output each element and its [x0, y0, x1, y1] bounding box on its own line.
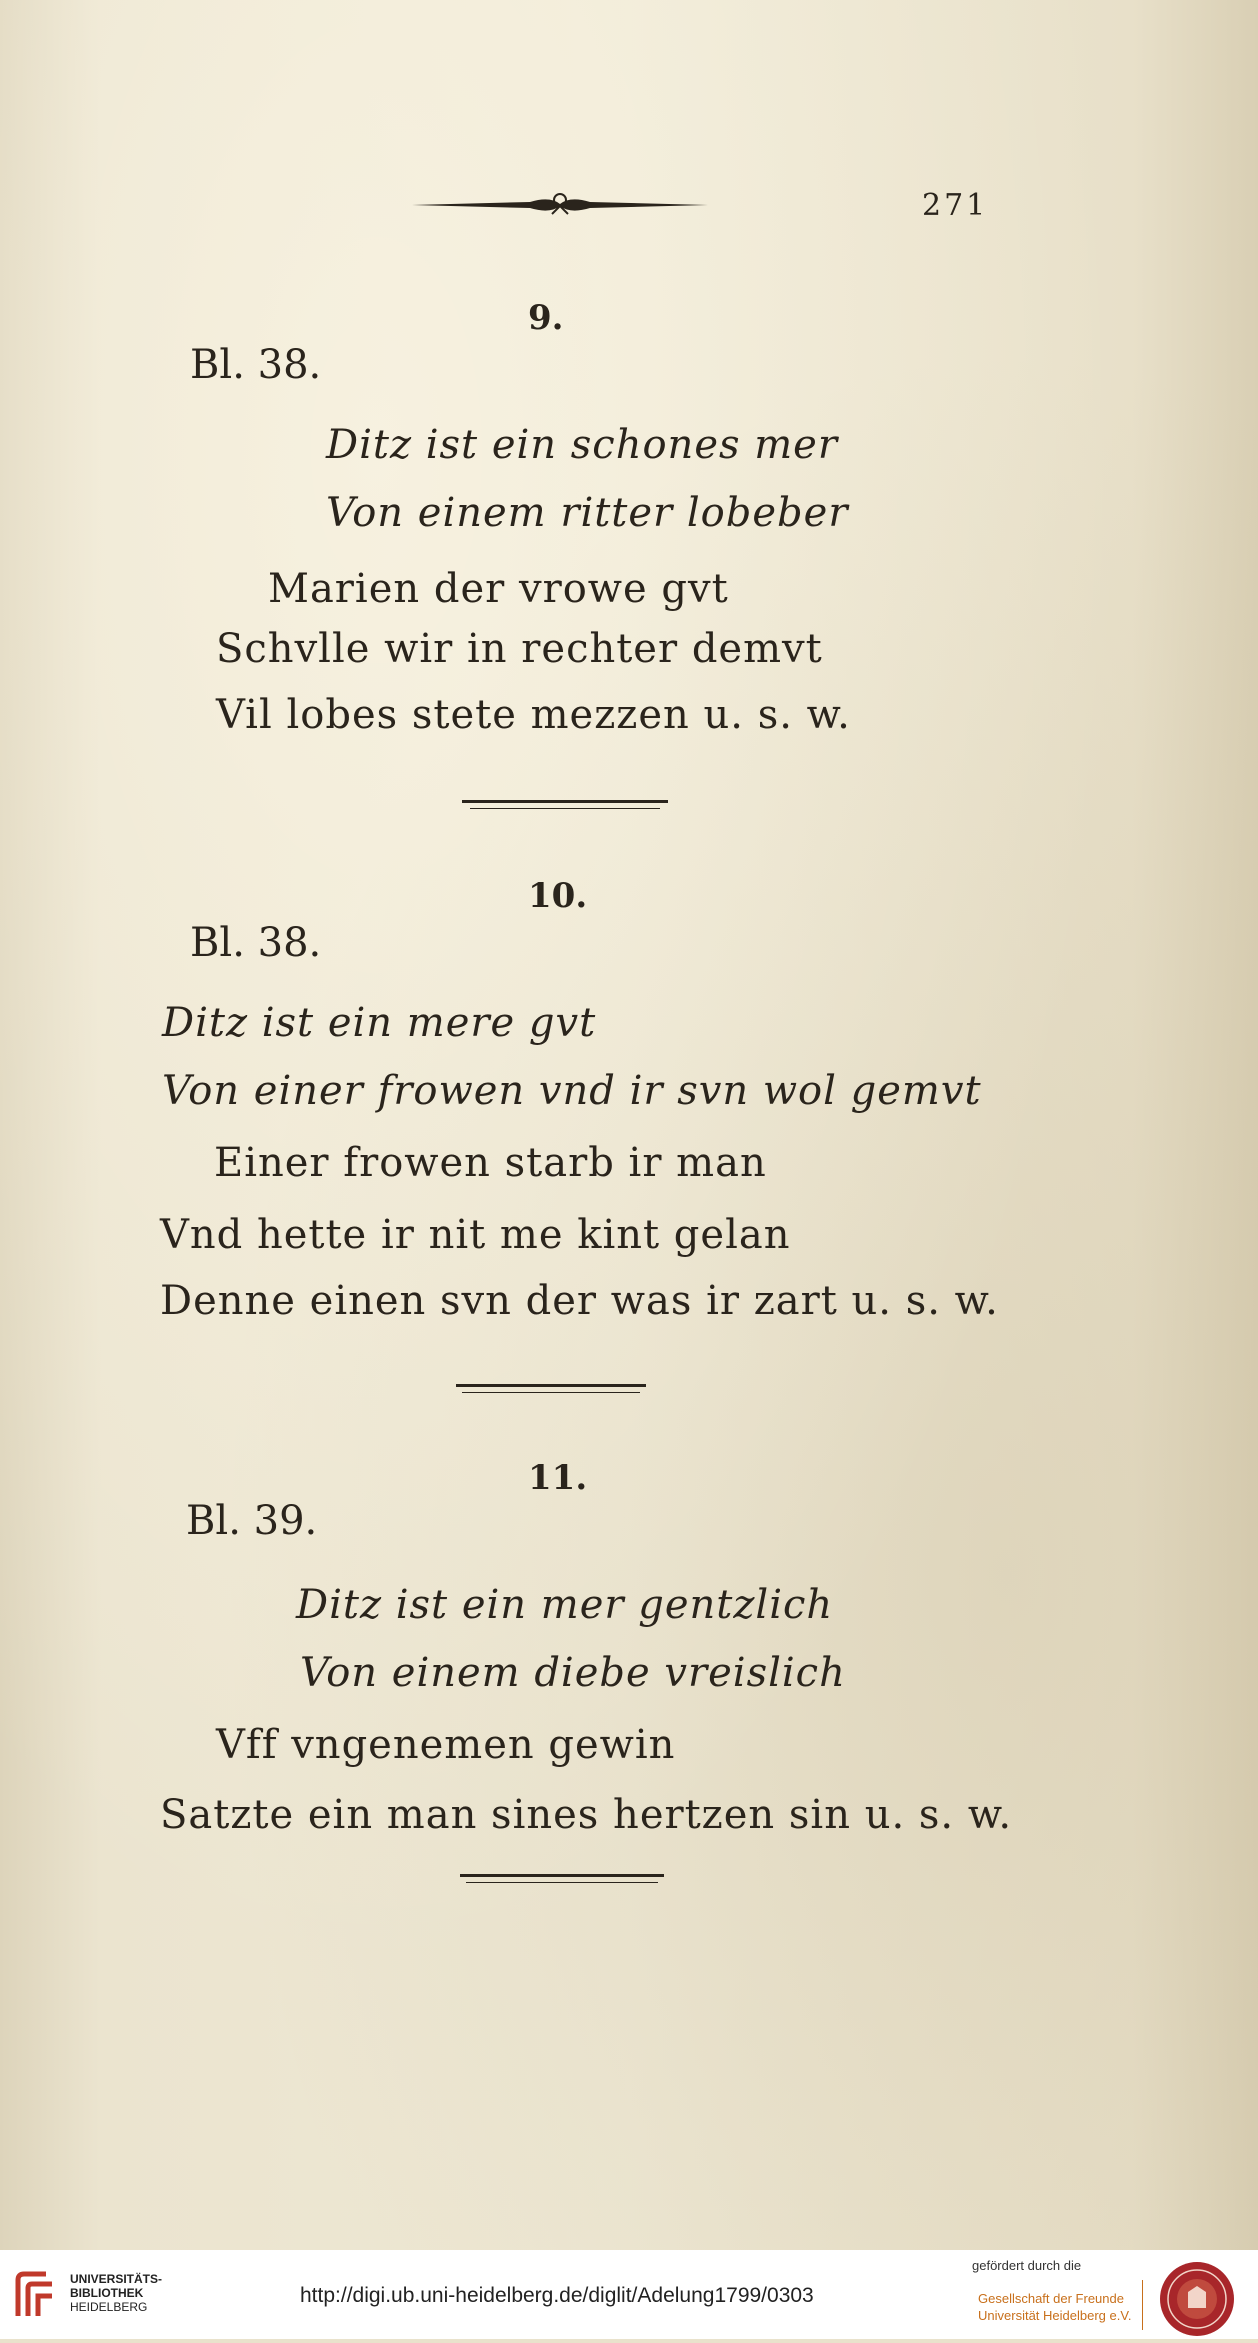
verse-line: Vil lobes stete mezzen u. s. w. — [216, 692, 851, 738]
footer-divider — [1142, 2280, 1143, 2330]
section-number: 10. — [528, 876, 588, 916]
verse-line: Schvlle wir in rechter demvt — [216, 626, 823, 672]
heading-line: Von einem ritter lobeber — [326, 490, 849, 536]
section-divider — [466, 1882, 658, 1883]
permalink-url[interactable]: http://digi.ub.uni-heidelberg.de/diglit/Adelung1799/0303 — [300, 2284, 814, 2307]
institution-line: UNIVERSITÄTS- — [70, 2272, 163, 2286]
section-number: 11. — [528, 1458, 588, 1498]
heading-line: Ditz ist ein mere gvt — [162, 1000, 597, 1046]
heading-line: Ditz ist ein schones mer — [326, 422, 838, 468]
sponsor-line: Gesellschaft der Freunde — [978, 2291, 1124, 2306]
sponsor-name[interactable] — [978, 2290, 1131, 2324]
folio-reference: Bl. 38. — [190, 342, 322, 388]
page-number: 271 — [922, 188, 989, 223]
institution-name — [70, 2272, 162, 2314]
verse-line: Satzte ein man sines hertzen sin u. s. w. — [160, 1792, 1013, 1838]
funded-by-label: gefördert durch die — [972, 2258, 1082, 2273]
verse-line: Einer frowen starb ir man — [214, 1140, 767, 1186]
heading-line: Von einem diebe vreislich — [300, 1650, 846, 1696]
section-divider — [460, 1874, 664, 1877]
section-divider — [462, 1392, 640, 1393]
heading-line: Ditz ist ein mer gentzlich — [296, 1582, 834, 1628]
section-divider — [456, 1384, 646, 1387]
verse-line: Denne einen svn der was ir zart u. s. w. — [160, 1278, 999, 1324]
institution-line: BIBLIOTHEK — [70, 2286, 144, 2300]
sponsor-line: Universität Heidelberg e.V. — [978, 2308, 1132, 2323]
folio-reference: Bl. 39. — [186, 1498, 318, 1544]
section-divider — [462, 800, 668, 803]
section-number: 9. — [528, 298, 564, 338]
folio-reference: Bl. 38. — [190, 920, 322, 966]
verse-line: Vnd hette ir nit me kint gelan — [160, 1212, 791, 1258]
verse-line: Marien der vrowe gvt — [268, 566, 729, 612]
footer-bar — [0, 2250, 1258, 2339]
section-divider — [470, 808, 660, 809]
university-seal-icon — [1158, 2260, 1236, 2338]
ub-logo-icon — [12, 2270, 58, 2320]
heading-line: Von einer frowen vnd ir svn wol gemvt — [162, 1068, 982, 1114]
institution-line: HEIDELBERG — [70, 2300, 148, 2314]
verse-line: Vff vngenemen gewin — [216, 1722, 676, 1768]
head-ornament — [410, 190, 710, 224]
